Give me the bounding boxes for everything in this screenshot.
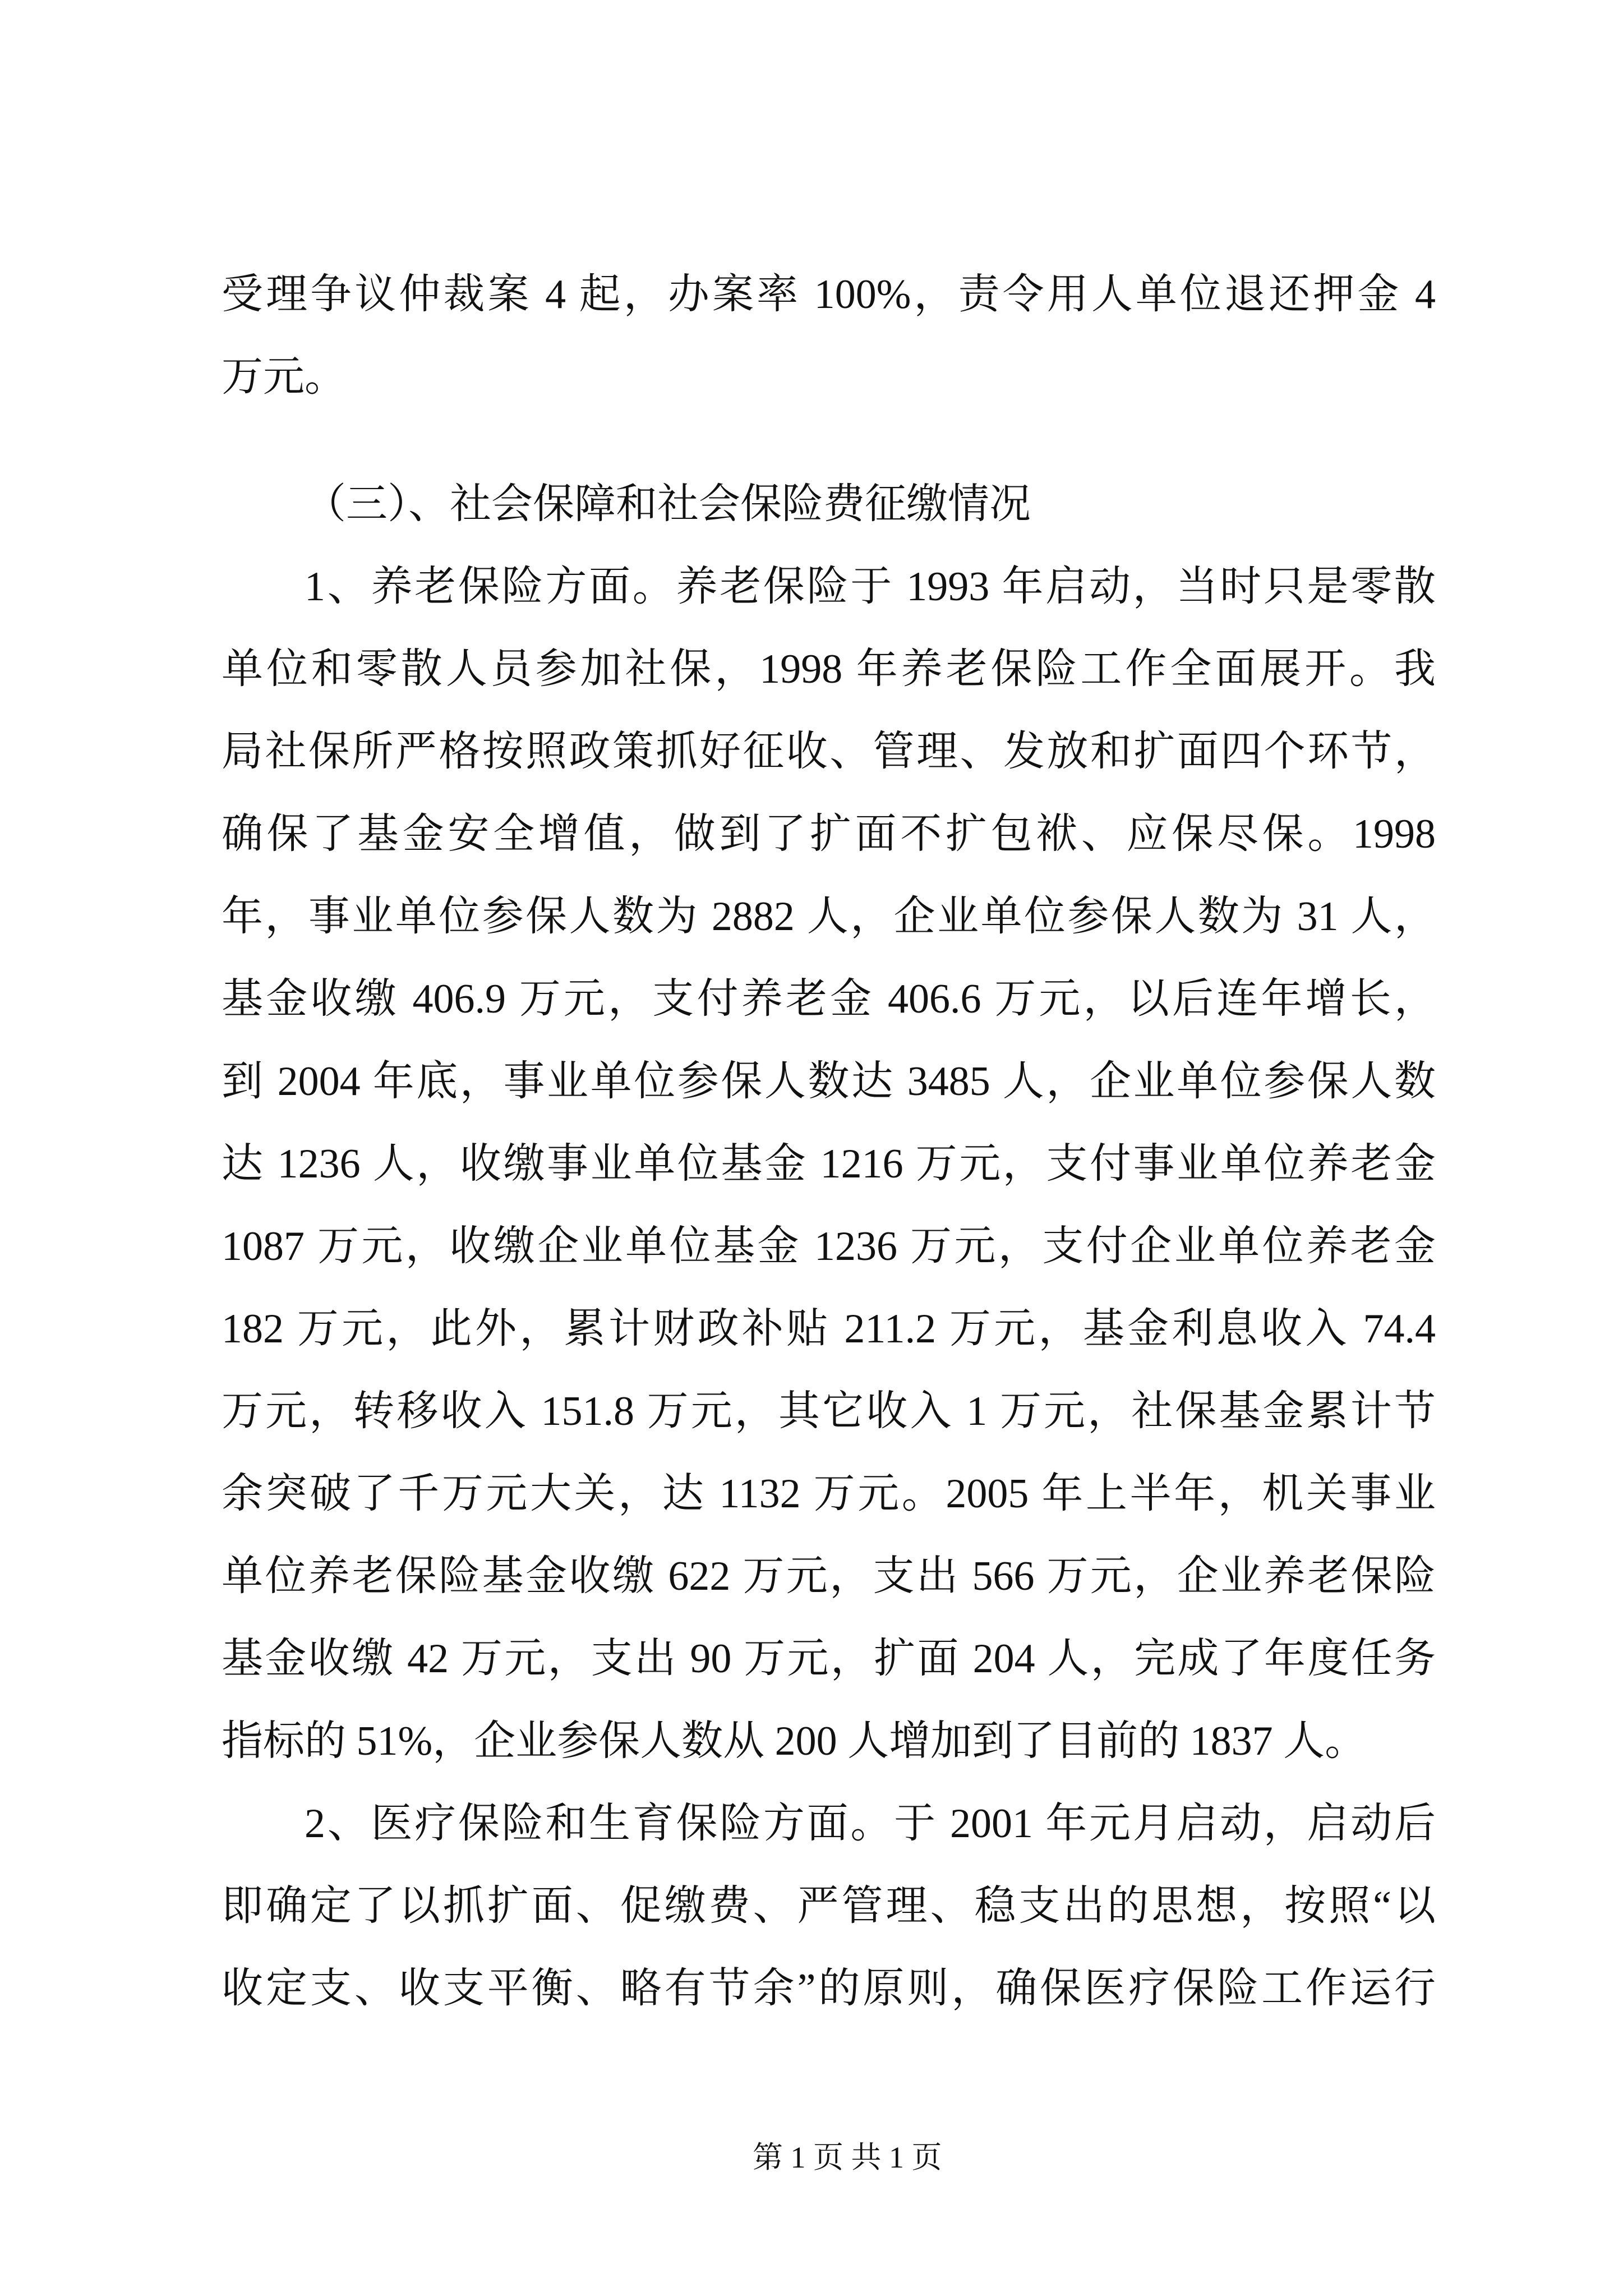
paragraph-pension-insurance — [222, 546, 1436, 1783]
text-line: 万元。 — [222, 354, 346, 400]
text-line: 单位和零散人员参加社保，1998 年养老保险工作全面展开。我 — [222, 646, 1436, 692]
section-heading: （三）、社会保障和社会保险费征缴情况 — [305, 481, 1031, 527]
text-line: 收定支、收支平衡、略有节余”的原则，确保医疗保险工作运行 — [222, 1966, 1436, 2012]
text-line: 万元，转移收入 151.8 万元，其它收入 1 万元，社保基金累计节 — [222, 1388, 1436, 1434]
text-line: 182 万元，此外，累计财政补贴 211.2 万元，基金利息收入 74.4 — [222, 1306, 1436, 1352]
text-line: 年，事业单位参保人数为 2882 人，企业单位参保人数为 31 人， — [222, 894, 1436, 940]
text-line: 余突破了千万元大关，达 1132 万元。2005 年上半年，机关事业 — [222, 1471, 1436, 1517]
text-line: 单位养老保险基金收缴 622 万元，支出 566 万元，企业养老保险 — [222, 1553, 1436, 1599]
text-line: 局社保所严格按照政策抓好征收、管理、发放和扩面四个环节， — [222, 729, 1436, 775]
text-line: 确保了基金安全增值，做到了扩面不扩包袱、应保尽保。1998 — [222, 811, 1436, 857]
text-line: 指标的 51%，企业参保人数从 200 人增加到了目前的 1837 人。 — [222, 1718, 1367, 1764]
text-line: 达 1236 人，收缴事业单位基金 1216 万元，支付事业单位养老金 — [222, 1141, 1436, 1187]
body-text — [222, 254, 1436, 2030]
text-line: 1087 万元，收缴企业单位基金 1236 万元，支付企业单位养老金 — [222, 1223, 1436, 1269]
text-line: 1、养老保险方面。养老保险于 1993 年启动，当时只是零散 — [305, 564, 1436, 610]
text-line: 即确定了以抓扩面、促缴费、严管理、稳支出的思想，按照“以 — [222, 1883, 1436, 1929]
page-number-footer: 第 1 页 共 1 页 — [753, 2141, 942, 2174]
text-line: 基金收缴 42 万元，支出 90 万元，扩面 204 人，完成了年度任务 — [222, 1636, 1436, 1682]
text-line: 2、医疗保险和生育保险方面。于 2001 年元月启动，启动后 — [305, 1801, 1436, 1847]
text-line: 受理争议仲裁案 4 起，办案率 100%，责令用人单位退还押金 4 — [222, 272, 1436, 318]
text-line: 到 2004 年底，事业单位参保人数达 3485 人，企业单位参保人数 — [222, 1059, 1436, 1105]
text-line: 基金收缴 406.9 万元，支付养老金 406.6 万元，以后连年增长， — [222, 976, 1436, 1022]
paragraph-medical-maternity-insurance — [222, 1783, 1436, 2030]
